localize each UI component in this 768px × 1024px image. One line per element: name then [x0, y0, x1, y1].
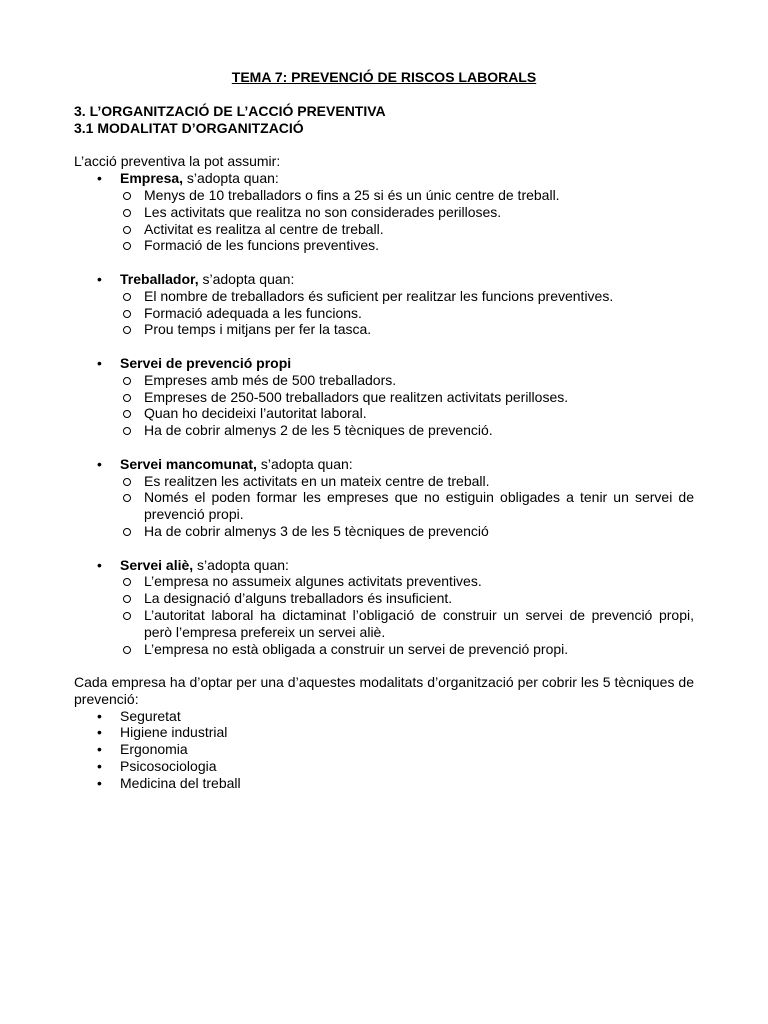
condition-item: L’empresa no assumeix algunes activitats preventives. — [120, 573, 694, 590]
condition-item: Ha de cobrir almenys 2 de les 5 tècniques de prevenció. — [120, 422, 694, 439]
closing-paragraph: Cada empresa ha d’optar per una d’aquestes modalitats d’organització per cobrir les 5 tècniques de prevenció: — [74, 674, 694, 707]
modality-name: Treballador, — [120, 270, 199, 287]
modality-name: Servei de prevenció propi — [120, 354, 292, 371]
technique-item: • Ergonomia — [74, 741, 694, 758]
modality-name: Servei mancomunat, — [120, 455, 257, 472]
condition-item: Activitat es realitza al centre de treball. — [120, 221, 694, 238]
document-title: TEMA 7: PREVENCIÓ DE RISCOS LABORALS — [231, 69, 537, 85]
condition-item: El nombre de treballadors és suficient per realitzar les funcions preventives. — [120, 288, 694, 305]
condition-item: Prou temps i mitjans per fer la tasca. — [120, 321, 694, 338]
modality-condition-label: s’adopta quan: — [183, 170, 279, 187]
technique-item: • Seguretat — [74, 708, 694, 725]
document-body — [74, 103, 694, 792]
modality-item — [74, 557, 694, 658]
condition-item: Es realitzen les activitats en un mateix centre de treball. — [120, 473, 694, 490]
condition-item: Menys de 10 treballadors o fins a 25 si és un únic centre de treball. — [120, 187, 694, 204]
modality-condition-label: s’adopta quan: — [198, 270, 295, 287]
condition-item: L’autoritat laboral ha dictaminat l’obligació de construir un servei de prevenció propi, però l’empresa prefereix un servei aliè. — [120, 607, 694, 641]
condition-item: Formació adequada a les funcions. — [120, 305, 694, 322]
condition-item: Formació de les funcions preventives. — [120, 237, 694, 254]
condition-item: Ha de cobrir almenys 3 de les 5 tècniques de prevenció — [120, 523, 694, 540]
condition-item: Quan ho decideixi l’autoritat laboral. — [120, 405, 694, 422]
intro-paragraph: L’acció preventiva la pot assumir: — [74, 153, 281, 170]
condition-item: L’empresa no està obligada a construir un servei de prevenció propi. — [120, 641, 694, 658]
modality-condition-label: s’adopta quan: — [256, 455, 353, 472]
condition-item: La designació d’alguns treballadors és insuficient. — [120, 590, 694, 607]
technique-item: • Medicina del treball — [74, 775, 694, 792]
techniques-list — [74, 708, 694, 792]
condition-item: Les activitats que realitza no son considerades perilloses. — [120, 204, 694, 221]
modality-item — [74, 355, 694, 439]
modality-condition-label: s’adopta quan: — [193, 556, 289, 573]
modality-name: Empresa, — [120, 170, 184, 187]
section-heading: 3. L’ORGANITZACIÓ DE L’ACCIÓ PREVENTIVA — [74, 103, 386, 119]
subsection-heading: 3.1 MODALITAT D’ORGANITZACIÓ — [74, 119, 304, 136]
condition-item: Empreses de 250-500 treballadors que realitzen activitats perilloses. — [120, 389, 694, 406]
modality-name: Servei aliè, — [120, 556, 194, 573]
technique-item: • Psicosociologia — [74, 758, 694, 775]
modality-item — [74, 271, 694, 338]
condition-item: Només el poden formar les empreses que no estiguin obligades a tenir un servei de prevenció propi. — [120, 489, 694, 523]
condition-item: Empreses amb més de 500 treballadors. — [120, 372, 694, 389]
modality-item — [74, 170, 694, 254]
modalities-list — [74, 170, 694, 657]
modality-item — [74, 456, 694, 540]
technique-item: • Higiene industrial — [74, 724, 694, 741]
